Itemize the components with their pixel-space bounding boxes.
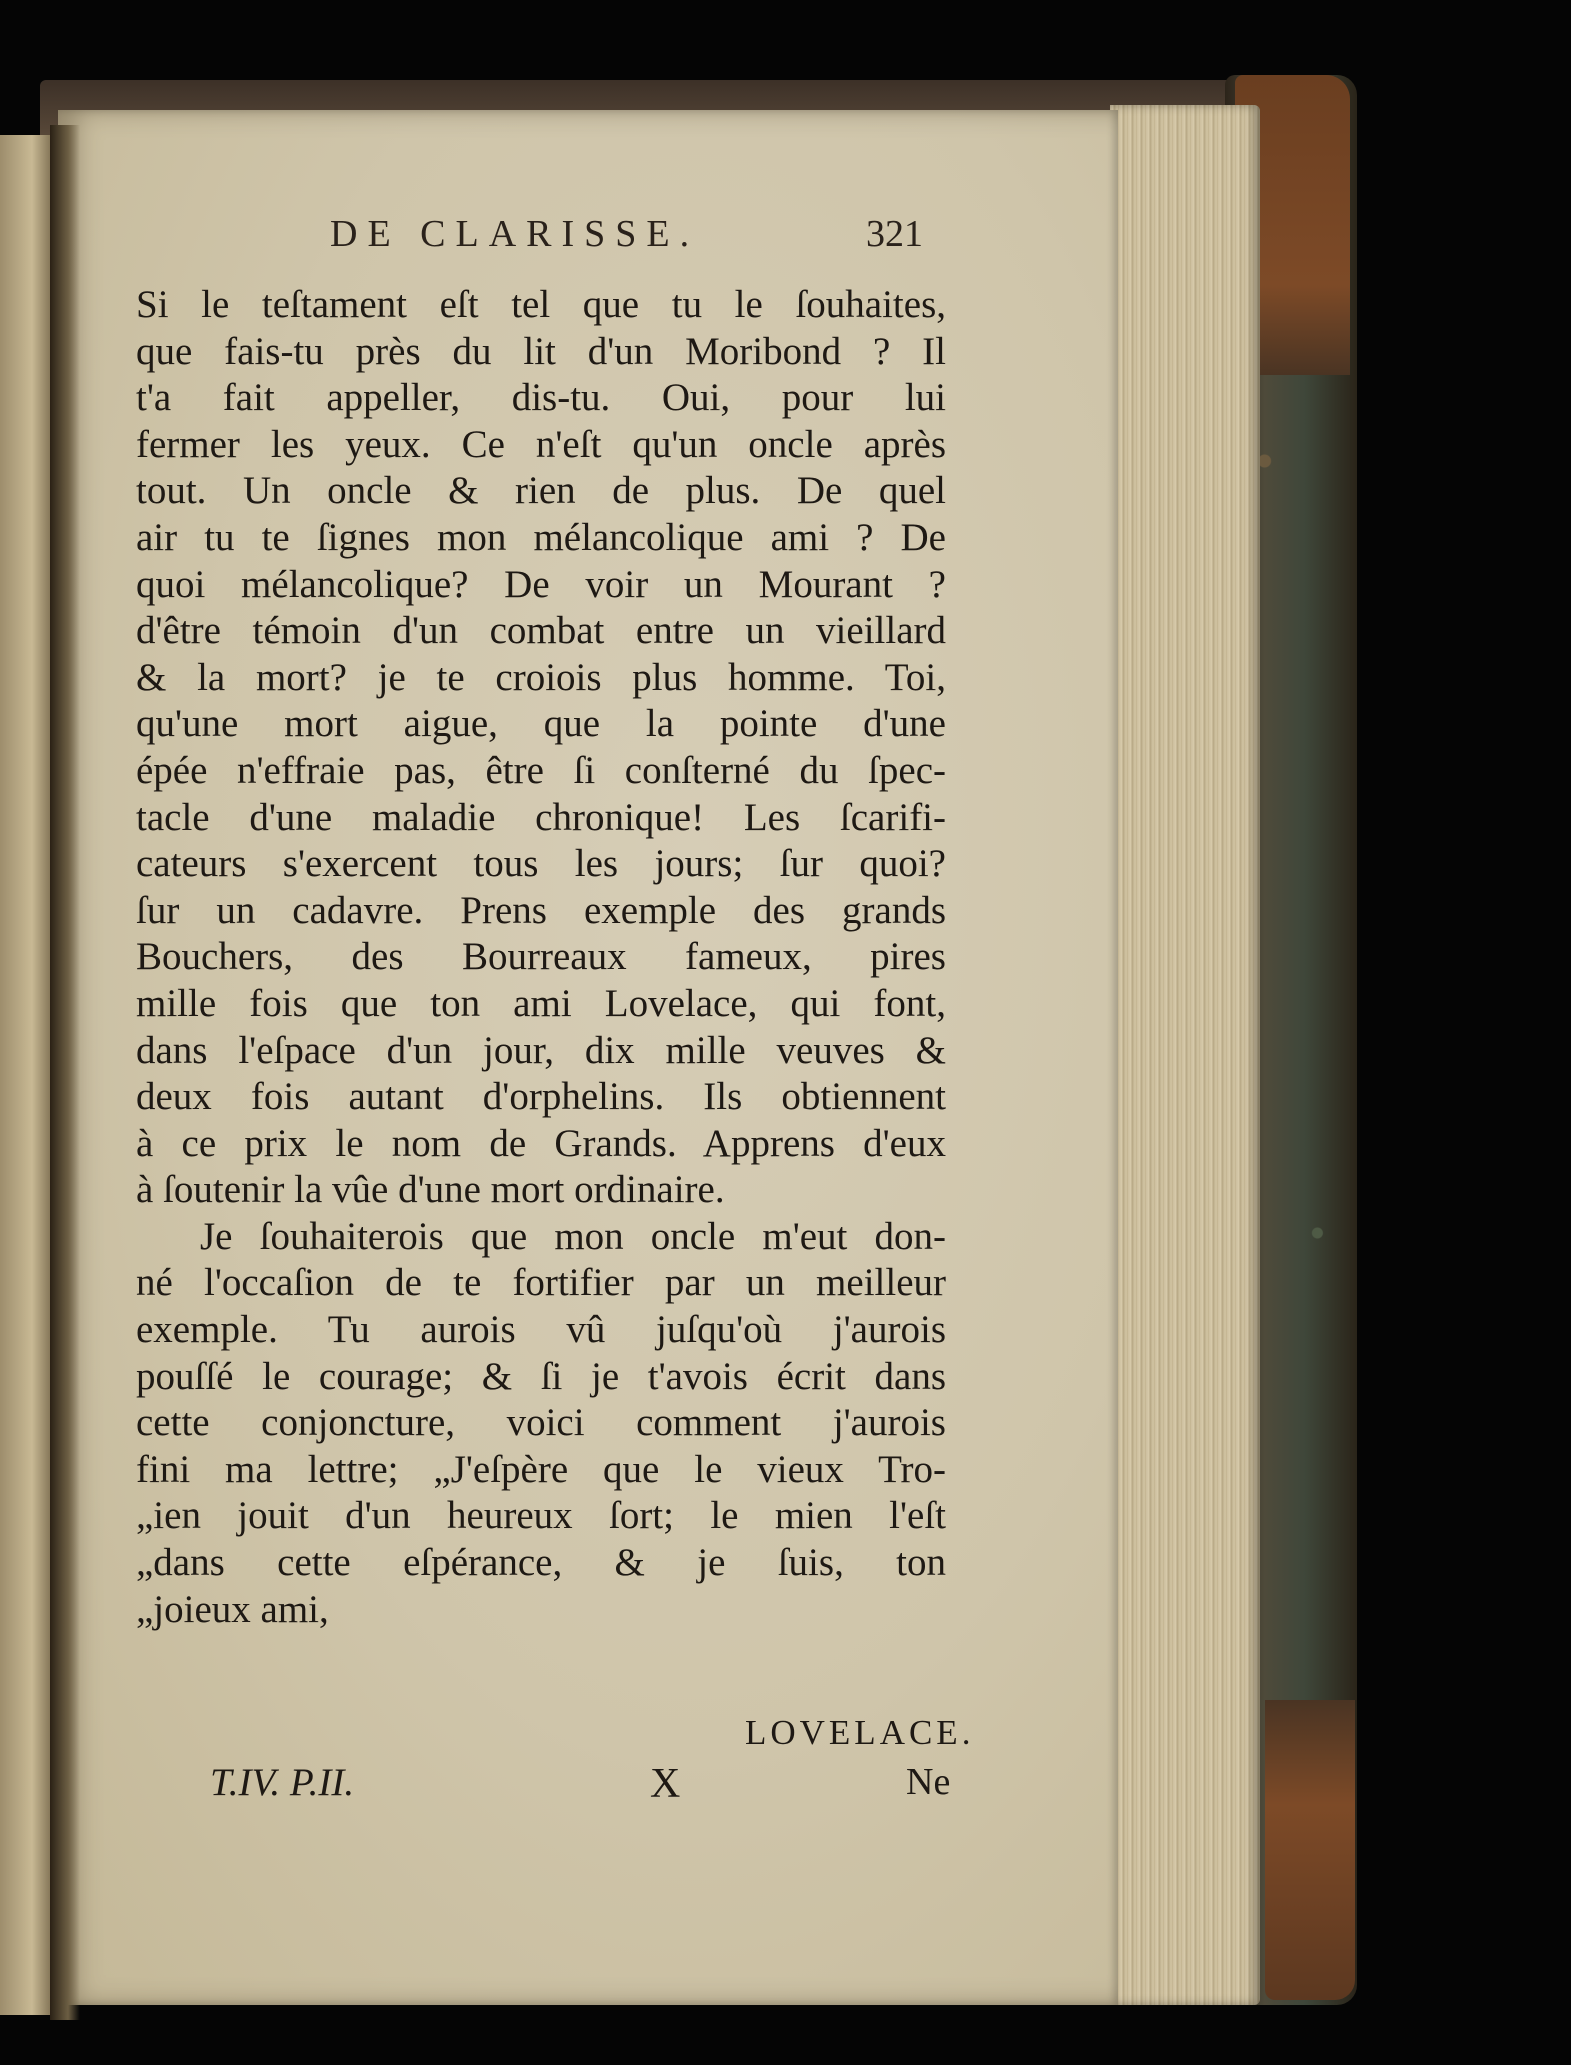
- text-line: deux fois autant d'orphelins. Ils obtiennent: [136, 1075, 946, 1119]
- text-line: Si le teſtament eſt tel que tu le ſouhaites,: [136, 283, 946, 326]
- text-line: exemple. Tu aurois vû juſqu'où j'aurois: [136, 1308, 946, 1352]
- leather-corner-bottom: [1265, 1700, 1355, 2000]
- text-line: pouſſé le courage; & ſi je t'avois écrit dans: [136, 1354, 946, 1398]
- text-line: „ien jouit d'un heureux ſort; le mien l'eſt: [136, 1494, 946, 1538]
- text-line: mille fois que ton ami Lovelace, qui font,: [136, 981, 946, 1025]
- text-line: „joieux ami,: [136, 1587, 329, 1631]
- text-line: dans l'eſpace d'un jour, dix mille veuves &: [136, 1028, 946, 1072]
- text-line: ſur un cadavre. Prens exemple des grands: [136, 888, 946, 932]
- signature-mark: T.IV. P.II.: [210, 1761, 355, 1804]
- text-line: „dans cette eſpérance, & je ſuis, ton: [136, 1541, 946, 1585]
- gathering-mark: X: [650, 1761, 681, 1807]
- text-line: cateurs s'exercent tous les jours; ſur quoi?: [136, 842, 946, 886]
- text-line: d'être témoin d'un combat entre un vieillard: [136, 609, 946, 653]
- body-text: [136, 282, 946, 1633]
- text-line: Je ſouhaiterois que mon oncle m'eut don-: [200, 1214, 946, 1258]
- page-number: 321: [866, 213, 923, 255]
- text-line: qu'une mort aigue, que la pointe d'une: [136, 702, 946, 746]
- text-line: fermer les yeux. Ce n'eſt qu'un oncle après: [136, 422, 946, 466]
- page-fore-edges: [1110, 105, 1260, 2005]
- text-line: que fais-tu près du lit d'un Moribond ? Il: [136, 329, 946, 373]
- text-line: fini ma lettre; „J'eſpère que le vieux Tro-: [136, 1447, 946, 1491]
- text-line: tout. Un oncle & rien de plus. De quel: [136, 469, 946, 513]
- signature: LOVELACE.: [745, 1713, 975, 1752]
- text-line: air tu te ſignes mon mélancolique ami ? De: [136, 515, 946, 559]
- text-line: épée n'effraie pas, être ſi conſterné du ſpec-: [136, 748, 946, 792]
- spine-gutter: [50, 125, 80, 2020]
- text-line: Bouchers, des Bourreaux fameux, pires: [136, 935, 946, 979]
- running-head: DE CLARISSE.: [330, 213, 700, 255]
- text-line: tacle d'une maladie chronique! Les ſcarifi-: [136, 795, 946, 839]
- text-line: & la mort? je te croiois plus homme. Toi,: [136, 655, 946, 699]
- text-line: à ce prix le nom de Grands. Apprens d'eux: [136, 1121, 946, 1165]
- text-line: quoi mélancolique? De voir un Mourant ?: [136, 562, 946, 606]
- text-line: cette conjoncture, voici comment j'aurois: [136, 1401, 946, 1445]
- catchword: Ne: [906, 1761, 951, 1803]
- text-line: t'a fait appeller, dis-tu. Oui, pour lui: [136, 376, 946, 420]
- text-line: né l'occaſion de te fortifier par un meilleur: [136, 1261, 946, 1305]
- text-line: à ſoutenir la vûe d'une mort ordinaire.: [136, 1168, 725, 1212]
